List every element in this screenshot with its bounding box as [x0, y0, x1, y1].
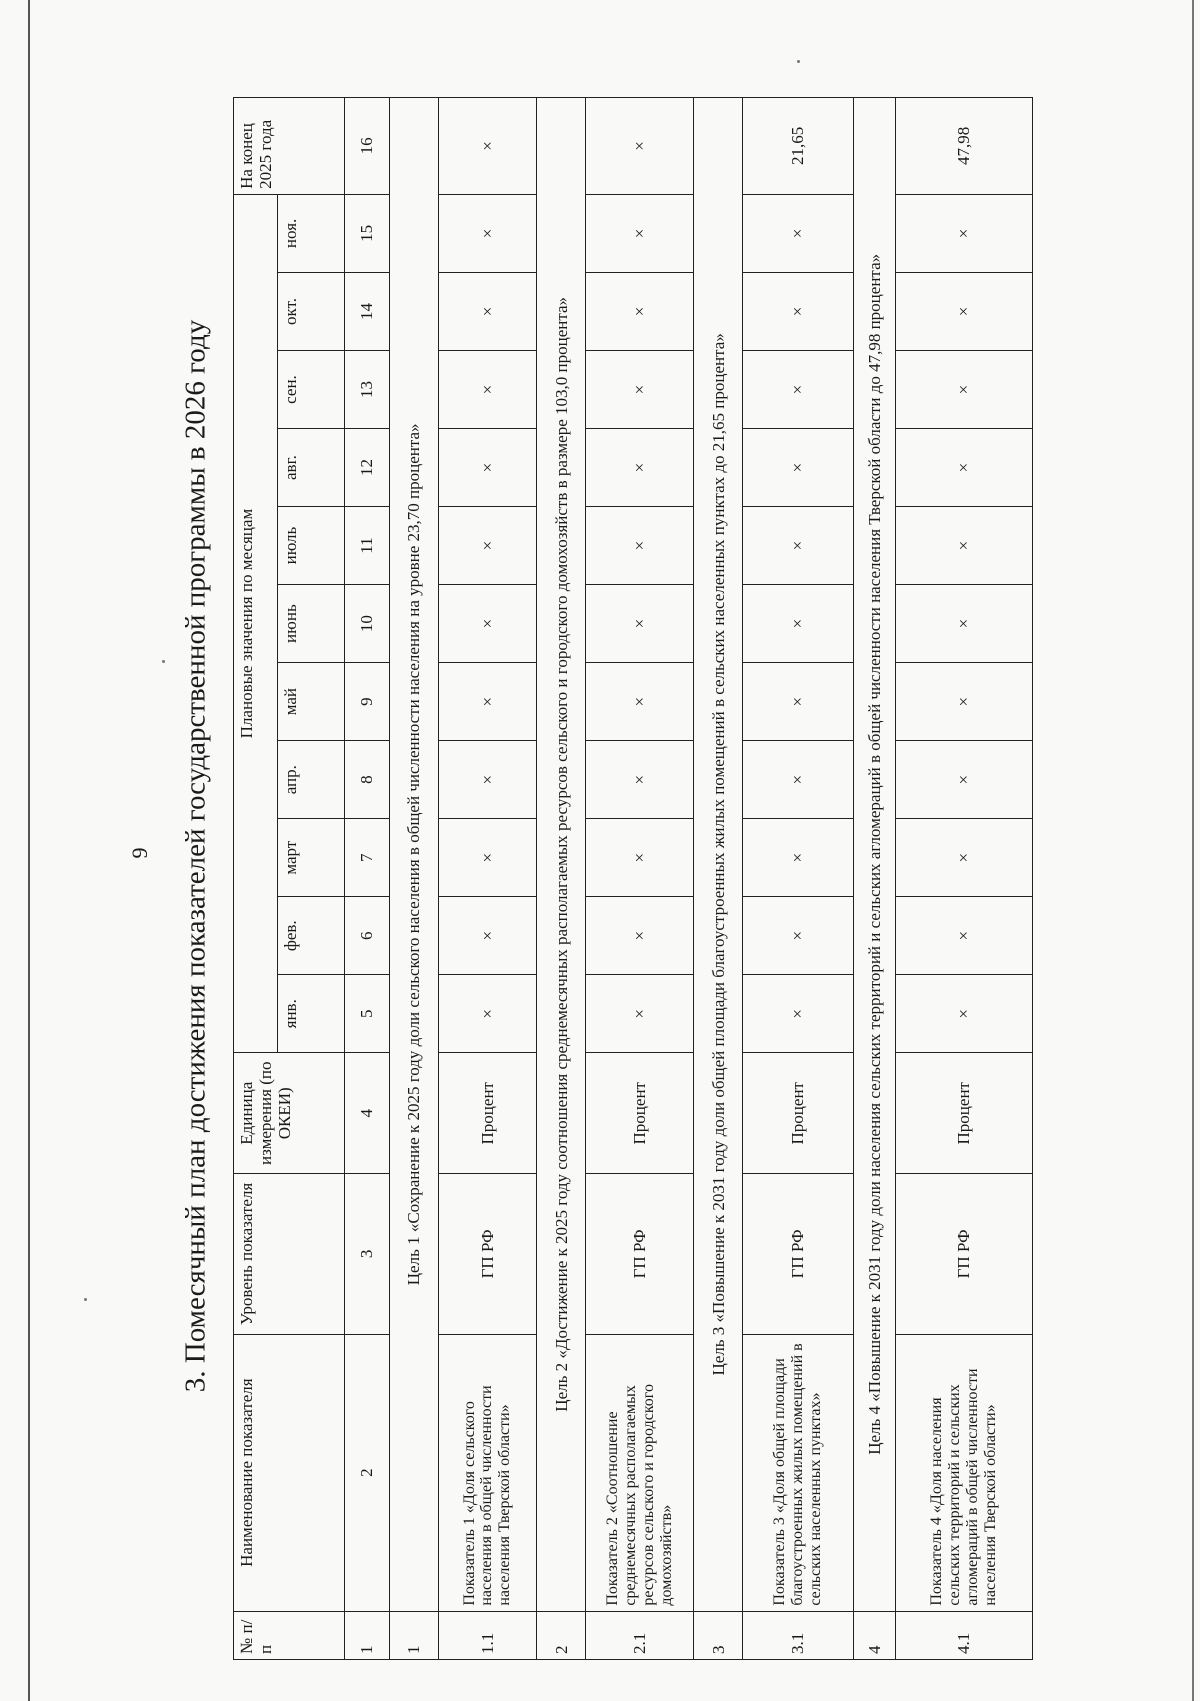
indicator-row [585, 98, 693, 1660]
month-value: × [895, 819, 1032, 897]
column-number: 7 [344, 819, 389, 897]
indicator-unit: Процент [743, 1053, 854, 1174]
month-value: × [585, 585, 693, 663]
scan-edge-left [28, 0, 30, 1701]
month-value: × [585, 429, 693, 507]
header-month: апр. [278, 741, 344, 819]
column-number: 6 [344, 897, 389, 975]
month-value: × [895, 194, 1032, 272]
end-value: 47,98 [895, 98, 1032, 195]
page-number: 9 [127, 847, 152, 859]
column-number: 15 [344, 194, 389, 272]
scan-speck [797, 60, 800, 63]
indicator-number: 3.1 [743, 1611, 854, 1659]
indicator-level: ГП РФ [895, 1174, 1032, 1334]
month-value: × [438, 663, 536, 741]
month-value: × [895, 663, 1032, 741]
month-value: × [585, 194, 693, 272]
month-value: × [438, 897, 536, 975]
month-value: × [438, 741, 536, 819]
column-number: 14 [344, 272, 389, 350]
month-value: × [585, 663, 693, 741]
goal-text: Цель 1 «Сохранение к 2025 году доли сельского населения в общей численности населения на уровне 23,70 процента» [390, 98, 439, 1612]
scan-edge-right [1192, 0, 1194, 1701]
goal-number: 4 [853, 1611, 895, 1659]
month-value: × [895, 351, 1032, 429]
month-value: × [743, 194, 854, 272]
header-num: № п/п [234, 1611, 345, 1659]
header-end: На конец 2025 года [234, 98, 345, 195]
indicator-level: ГП РФ [585, 1174, 693, 1334]
month-value: × [895, 429, 1032, 507]
indicator-unit: Процент [585, 1053, 693, 1174]
column-numbers-row [344, 98, 389, 1660]
month-value: × [585, 819, 693, 897]
indicator-number: 2.1 [585, 1611, 693, 1659]
indicator-name: Показатель 3 «Доля общей площади благоустроенных жилых помещений в сельских населенных пунктах» [743, 1334, 854, 1611]
goal-row [694, 98, 743, 1660]
header-month: фев. [278, 897, 344, 975]
month-value: × [743, 351, 854, 429]
column-number: 9 [344, 663, 389, 741]
indicator-unit: Процент [438, 1053, 536, 1174]
month-value: × [438, 272, 536, 350]
month-value: × [585, 741, 693, 819]
header-month: июнь [278, 585, 344, 663]
column-number: 3 [344, 1174, 389, 1334]
column-number: 2 [344, 1334, 389, 1611]
header-row-1 [234, 98, 278, 1660]
month-value: × [438, 194, 536, 272]
month-value: × [743, 819, 854, 897]
header-month: март [278, 819, 344, 897]
goal-number: 2 [537, 1611, 586, 1659]
month-value: × [743, 897, 854, 975]
goal-text: Цель 2 «Достижение к 2025 году соотношения среднемесячных располагаемых ресурсов сельского и городского домохозяйств в размере 103,0 процента» [537, 98, 586, 1612]
month-value: × [585, 351, 693, 429]
header-month: окт. [278, 272, 344, 350]
scan-speck [84, 1298, 87, 1301]
month-value: × [743, 272, 854, 350]
goal-row [853, 98, 895, 1660]
header-month: май [278, 663, 344, 741]
indicator-number: 1.1 [438, 1611, 536, 1659]
indicators-plan-table [233, 97, 1033, 1660]
month-value: × [438, 351, 536, 429]
month-value: × [585, 507, 693, 585]
goal-text: Цель 3 «Повышение к 2031 году доли общей площади благоустроенных жилых помещений в сельских населенных пунктах до 21,65 процента» [694, 98, 743, 1612]
month-value: × [743, 585, 854, 663]
column-number: 5 [344, 975, 389, 1053]
month-value: × [743, 507, 854, 585]
month-value: × [743, 741, 854, 819]
indicator-level: ГП РФ [743, 1174, 854, 1334]
month-value: × [438, 819, 536, 897]
column-number: 8 [344, 741, 389, 819]
column-number: 4 [344, 1053, 389, 1174]
month-value: × [438, 975, 536, 1053]
month-value: × [895, 741, 1032, 819]
month-value: × [895, 585, 1032, 663]
goal-row [390, 98, 439, 1660]
column-number: 16 [344, 98, 389, 195]
indicator-name: Показатель 2 «Соотношение среднемесячных располагаемых ресурсов сельского и городского домохозяйств» [585, 1334, 693, 1611]
column-number: 10 [344, 585, 389, 663]
month-value: × [585, 272, 693, 350]
month-value: × [895, 897, 1032, 975]
column-number: 13 [344, 351, 389, 429]
month-value: × [895, 272, 1032, 350]
month-value: × [743, 429, 854, 507]
indicator-number: 4.1 [895, 1611, 1032, 1659]
goal-number: 3 [694, 1611, 743, 1659]
end-value: × [585, 98, 693, 195]
month-value: × [585, 897, 693, 975]
header-plan: Плановые значения по месяцам [234, 194, 278, 1052]
column-number: 11 [344, 507, 389, 585]
goal-text: Цель 4 «Повышение к 2031 году доли населения сельских территорий и сельских агломераций в общей численности населения Тверской области до 47,98 процента» [853, 98, 895, 1612]
header-month: янв. [278, 975, 344, 1053]
header-month: авг. [278, 429, 344, 507]
header-month: сен. [278, 351, 344, 429]
header-month: июль [278, 507, 344, 585]
month-value: × [438, 429, 536, 507]
column-number: 12 [344, 429, 389, 507]
month-value: × [743, 663, 854, 741]
rotated-table-container [233, 97, 1033, 1660]
indicator-row [743, 98, 854, 1660]
goal-row [537, 98, 586, 1660]
indicator-level: ГП РФ [438, 1174, 536, 1334]
header-name: Наименование показателя [234, 1334, 345, 1611]
header-unit: Единица измерения (по ОКЕИ) [234, 1053, 345, 1174]
indicator-unit: Процент [895, 1053, 1032, 1174]
month-value: × [438, 585, 536, 663]
scan-speck [162, 660, 165, 663]
indicator-name: Показатель 4 «Доля населения сельских территорий и сельских агломераций в общей численности населения Тверской области» [895, 1334, 1032, 1611]
month-value: × [895, 975, 1032, 1053]
indicator-row [438, 98, 536, 1660]
goal-number: 1 [390, 1611, 439, 1659]
column-number: 1 [344, 1611, 389, 1659]
header-month: ноя. [278, 194, 344, 272]
indicator-row [895, 98, 1032, 1660]
month-value: × [895, 507, 1032, 585]
indicator-name: Показатель 1 «Доля сельского населения в общей численности населения Тверской области» [438, 1334, 536, 1611]
end-value: × [438, 98, 536, 195]
month-value: × [585, 975, 693, 1053]
end-value: 21,65 [743, 98, 854, 195]
header-level: Уровень показателя [234, 1174, 345, 1334]
month-value: × [743, 975, 854, 1053]
page-title: 3. Помесячный план достижения показателей государственной программы в 2026 году [179, 319, 212, 1393]
month-value: × [438, 507, 536, 585]
